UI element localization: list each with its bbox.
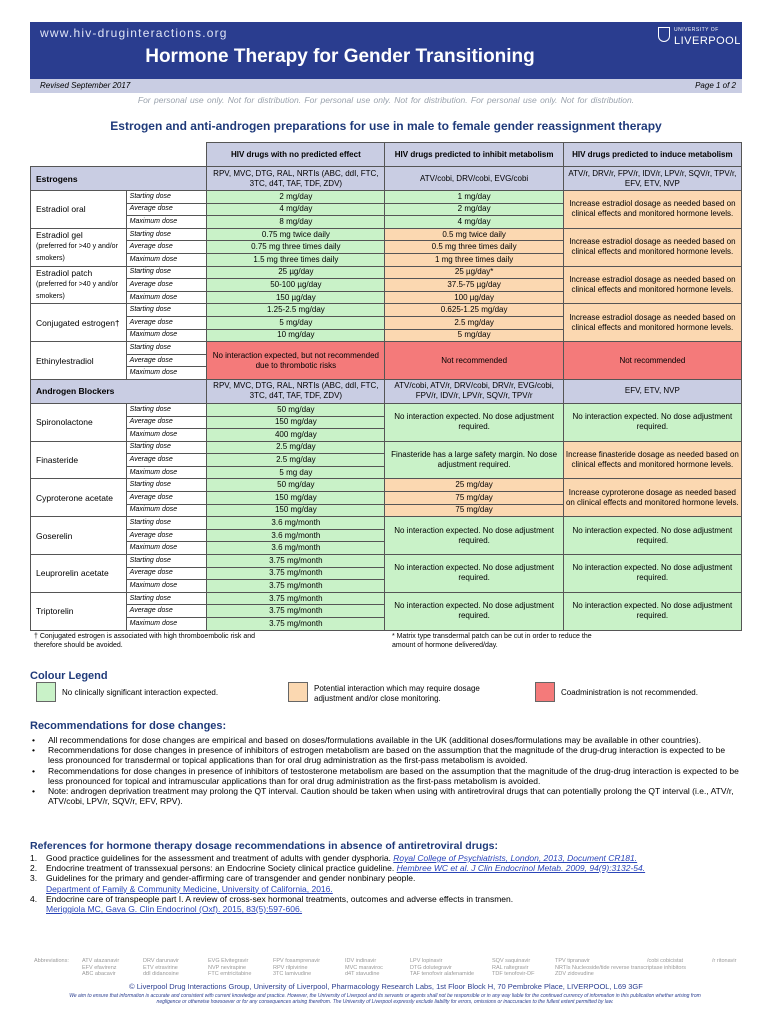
dose-cell: 75 mg/day [385,504,563,517]
site-url[interactable]: www.hiv-druginteractions.org [40,26,228,40]
advice-cell: No interaction expected. No dose adjustment required. [385,555,563,593]
list-item: 1. Good practice guidelines for the assessment and treatment of adults with gender dysphoria. Royal College of Psychiatrists, London, 2013, Document CR181. [30,853,638,863]
dose-cell: 150 mg/day [207,492,385,505]
ref-text: Endocrine treatment of transsexual persons: an Endocrine Society clinical practice guideline. [46,863,395,874]
dose-cell: 0.5 mg three times daily [385,241,563,254]
advice-cell: No interaction expected. No dose adjustment required. [563,555,741,593]
drug-conjugated-estrogen: Conjugated estrogen† [31,304,127,342]
dose-cell: 150 µg/day [207,291,385,304]
dose-type: Maximum dose [126,367,207,380]
list-item: • All recommendations for dose changes are empirical and based on doses/formulations available in the UK (additional doses/formulations may be available in other countries). [30,735,742,745]
dose-type: Maximum dose [126,429,207,442]
androgen-col3-drugs: EFV, ETV, NVP [563,379,741,403]
drug-note: (preferred for >40 y and/or smokers) [36,280,118,300]
dose-cell: 3.75 mg/month [207,618,385,631]
drug-finasteride: Finasteride [31,441,127,479]
ref-link[interactable]: Meriggiola MC, Gava G. Clin Endocrinol (Oxf). 2015, 83(5):597-606. [46,904,303,915]
dose-type: Starting dose [126,441,207,454]
dose-type: Maximum dose [126,504,207,517]
dose-cell: 2 mg/day [207,191,385,204]
recommendations-list [30,735,742,806]
dose-cell: 3.75 mg/month [207,592,385,605]
header-banner [30,22,742,79]
legend-red-text: Coadministration is not recommended. [561,688,698,697]
dose-cell: 5 mg/day [385,329,563,342]
drug-note: (preferred for >40 y and/or smokers) [36,243,118,263]
logo-top-text: UNIVERSITY OF [674,27,719,33]
table-subtitle: Estrogen and anti-androgen preparations for use in male to female gender reassignment therapy [110,119,662,133]
dose-cell: 25 µg/day* [385,266,563,279]
dose-cell: 1.25-2.5 mg/day [207,304,385,317]
abbr-col: ATV atazanavir EFV efavirenz ABC abacavir [82,958,120,977]
dose-type: Average dose [126,567,207,580]
dose-cell: 10 mg/day [207,329,385,342]
drug-estradiol-gel [31,228,127,266]
legend-swatch-red [535,682,555,702]
advice-cell: Not recommended [385,342,563,380]
ref-link[interactable]: Royal College of Psychiatrists, London, 2013, Document CR181. [393,853,638,863]
drug-estradiol-oral: Estradiol oral [31,191,127,229]
ref-text: Guidelines for the primary and gender-affirming care of transgender and gender nonbinary people. [46,873,416,884]
dose-type: Maximum dose [126,618,207,631]
page-number: Page 1 of 2 [695,81,736,90]
dose-cell: 3.75 mg/month [207,605,385,618]
dose-cell: 25 mg/day [385,479,563,492]
estrogen-col3-drugs: ATV/r, DRV/r, FPV/r, IDV/r, LPV/r, SQV/r, TPV/r, EFV, ETV, NVP [563,167,741,191]
advice-cell: Finasteride has a large safety margin. No dose adjustment required. [385,441,563,479]
dose-type: Maximum dose [126,466,207,479]
abbr-col: /r ritonavir [712,958,737,964]
dose-type: Starting dose [126,191,207,204]
drug-spironolactone: Spironolactone [31,403,127,441]
dose-cell: 4 mg/day [207,203,385,216]
dose-cell: 100 µg/day [385,291,563,304]
dose-type: Starting dose [126,555,207,568]
advice-cell: Increase estradiol dosage as needed based on clinical effects and monitored hormone levels. [563,304,741,342]
advice-cell: Increase estradiol dosage as needed based on clinical effects and monitored hormone levels. [563,228,741,266]
col-header-no-effect: HIV drugs with no predicted effect [207,143,385,167]
dose-type: Starting dose [126,228,207,241]
ref-text: Good practice guidelines for the assessment and treatment of adults with gender dysphoria. [46,853,391,863]
list-item: 3. Guidelines for the primary and gender-affirming care of transgender and gender nonbinary people. Department of Family & Community Medicine, University of California, 2016. [30,873,416,894]
dose-type: Maximum dose [126,253,207,266]
dose-type: Maximum dose [126,329,207,342]
crest-icon [658,27,670,42]
list-item: • Recommendations for dose changes in presence of inhibitors of testosterone metabolism are based on the assumption that the magnitude of the drug-drug interaction is expected to be less pronounced for topical and intramuscular applications than for oral drug administration as the first-pass metabolism is avoided. [30,766,742,786]
dose-cell: 50 mg/day [207,479,385,492]
dose-cell: 3.6 mg/month [207,542,385,555]
dose-cell: 50 mg/day [207,403,385,416]
dose-cell: 37.5-75 µg/day [385,279,563,292]
footnote-patch: * Matrix type transdermal patch can be cut in order to reduce the amount of hormone delivered/day. [392,633,592,649]
dose-type: Maximum dose [126,291,207,304]
page-title: Hormone Therapy for Gender Transitioning [145,46,535,67]
dose-cell: 5 mg day [207,466,385,479]
dose-type: Average dose [126,279,207,292]
dose-type: Average dose [126,454,207,467]
advice-cell: Increase finasteride dosage as needed based on clinical effects and monitored hormone levels. [563,441,741,479]
section-estrogens: Estrogens [31,167,207,191]
dose-cell: 5 mg/day [207,316,385,329]
section-androgen-blockers: Androgen Blockers [31,379,207,403]
dose-type: Average dose [126,203,207,216]
dose-cell: 8 mg/day [207,216,385,229]
references-list [30,853,742,914]
dose-cell: 3.75 mg/month [207,580,385,593]
blank-header [31,143,207,167]
abbr-col: EVG Elvitegravir NVP nevirapine FTC emtricitabine [208,958,252,977]
list-item: • Recommendations for dose changes in presence of inhibitors of estrogen metabolism are based on the assumption that the magnitude of the drug-drug interaction is expected to be less pronounced for transdermal or topical applications than for oral drug administration as the first-pass metabolism is avoided. [30,745,742,765]
references-title: References for hormone therapy dosage recommendations in absence of antiretroviral drugs: [30,840,498,852]
list-item: 2. Endocrine treatment of transsexual persons: an Endocrine Society clinical practice guideline. Hembree WC et al. J Clin Endocrinol Metab. 2009, 94(9):3132-54. [30,863,646,874]
advice-cell: No interaction expected. No dose adjustment required. [563,403,741,441]
dose-cell: 1 mg three times daily [385,253,563,266]
dose-type: Maximum dose [126,542,207,555]
dose-cell: 1.5 mg three times daily [207,253,385,266]
interaction-table [30,142,742,631]
dose-cell: 0.625-1.25 mg/day [385,304,563,317]
dose-type: Average dose [126,354,207,367]
dose-type: Average dose [126,605,207,618]
dose-cell: 3.6 mg/month [207,517,385,530]
dose-cell: 1 mg/day [385,191,563,204]
abbr-col: /cobi cobicistat [647,958,684,964]
list-item: • Note: androgen deprivation treatment may prolong the QT interval. Caution should be taken when using with antiretroviral drugs that can potentially prolong the QT interval (i.e., ATV/r, ATV/cobi, LPV/r, SQV/r, EFV, RPV). [30,786,742,806]
dose-type: Average dose [126,529,207,542]
abbr-col: FPV fosamprenavir RPV rilpivirine 3TC lamivudine [273,958,321,977]
dose-type: Maximum dose [126,216,207,229]
advice-cell: Increase estradiol dosage as needed based on clinical effects and monitored hormone levels. [563,191,741,229]
disclaimer: We aim to ensure that information is accurate and consistent with current knowledge and practice. However, the University of Liverpool and its servants or agents shall not be responsible or in any way liable for the continued currency of information in this publication whether arising from negligence or otherwise howsoever or for any consequences arising therefrom. The University of Liverpool expressly exclude liability for errors, omissions or inaccuracies to the fullest extent permitted by law. [69,993,701,1005]
dose-cell: 2.5 mg/day [207,454,385,467]
dose-cell: 0.75 mg twice daily [207,228,385,241]
advice-cell: No interaction expected. No dose adjustment required. [385,592,563,630]
list-item: 4. Endocrine care of transpeople part I. A review of cross-sex hormonal treatments, outcomes and adverse effects in transmen. Meriggiola MC, Gava G. Clin Endocrinol (Oxf). 2015, 83(5):597-606. [30,893,514,915]
dose-type: Average dose [126,316,207,329]
dose-type: Maximum dose [126,580,207,593]
dose-cell: 50-100 µg/day [207,279,385,292]
drug-name: Estradiol gel [36,230,83,241]
dose-cell: 2.5 mg/day [207,441,385,454]
dose-cell: 3.75 mg/month [207,567,385,580]
legend-swatch-green [36,682,56,702]
footnote-conjugated: † Conjugated estrogen is associated with high thromboembolic risk and therefore should be avoided. [34,633,256,649]
advice-cell: No interaction expected. No dose adjustment required. [563,592,741,630]
legend-title: Colour Legend [30,670,108,682]
dose-cell: 4 mg/day [385,216,563,229]
university-logo [658,26,741,48]
advice-cell: No interaction expected, but not recommended due to thrombotic risks [207,342,385,380]
dose-cell: 150 mg/day [207,504,385,517]
dose-type: Average dose [126,492,207,505]
dose-type: Starting dose [126,342,207,355]
advice-cell: No interaction expected. No dose adjustment required. [385,517,563,555]
dose-type: Starting dose [126,403,207,416]
legend-green-text: No clinically significant interaction expected. [62,688,219,697]
abbr-col: IDV indinavir MVC maraviroc d4T stavudine [345,958,383,977]
legend-swatch-orange [288,682,308,702]
estrogen-col2-drugs: ATV/cobi, DRV/cobi, EVG/cobi [385,167,563,191]
advice-cell: No interaction expected. No dose adjustment required. [563,517,741,555]
dose-cell: 0.5 mg twice daily [385,228,563,241]
ref-link[interactable]: Hembree WC et al. J Clin Endocrinol Metab. 2009, 94(9):3132-54. [396,863,646,874]
recommendations-title: Recommendations for dose changes: [30,720,227,732]
androgen-col1-drugs: RPV, MVC, DTG, RAL, NRTIs (ABC, ddI, FTC, 3TC, d4T, TAF, TDF, ZDV) [207,379,385,403]
revised-date: Revised September 2017 [40,81,131,90]
advice-cell: Increase estradiol dosage as needed based on clinical effects and monitored hormone levels. [563,266,741,304]
abbr-col: DRV darunavir ETV etravirine ddI didanosine [143,958,179,977]
dose-cell: 150 mg/day [207,416,385,429]
drug-ethinylestradiol: Ethinylestradiol [31,342,127,380]
drug-triptorelin: Triptorelin [31,592,127,630]
dose-cell: 2.5 mg/day [385,316,563,329]
legend-orange-text: Potential interaction which may require dosage adjustment and/or close monitoring. [314,684,480,703]
dose-cell: 3.75 mg/month [207,555,385,568]
dose-type: Starting dose [126,479,207,492]
advice-cell: No interaction expected. No dose adjustment required. [385,403,563,441]
dose-cell: 75 mg/day [385,492,563,505]
dose-cell: 400 mg/day [207,429,385,442]
abbr-col: TPV tipranavir NRTIs Nucleoside/tide reverse transcriptase inhibitors ZDV zidovudine [555,958,687,977]
copyright-footer: © Liverpool Drug Interactions Group, University of Liverpool, Pharmacology Research Labs, 1st Floor Block H, 70 Pembroke Place, LIVERPOOL, L69 3GF [129,982,643,991]
dose-cell: 2 mg/day [385,203,563,216]
dose-cell: 3.6 mg/month [207,529,385,542]
abbr-col: LPV lopinavir DTG dolutegravir TAF tenofovir alafenamide [410,958,475,977]
dose-type: Starting dose [126,517,207,530]
col-header-induce: HIV drugs predicted to induce metabolism [563,143,741,167]
ref-text: Endocrine care of transpeople part I. A review of cross-sex hormonal treatments, outcomes and adverse effects in transmen. [46,893,514,904]
estrogen-col1-drugs: RPV, MVC, DTG, RAL, NRTIs (ABC, ddI, FTC, 3TC, d4T, TAF, TDF, ZDV) [207,167,385,191]
advice-cell: Not recommended [563,342,741,380]
dose-type: Average dose [126,241,207,254]
logo-main-text: LIVERPOOL [674,35,741,47]
drug-goserelin: Goserelin [31,517,127,555]
distribution-notice: For personal use only. Not for distribution. For personal use only. Not for distribution. For personal use only. Not for distribution. [137,95,635,105]
dose-cell: 0.75 mg three times daily [207,241,385,254]
drug-cyproterone: Cyproterone acetate [31,479,127,517]
drug-name: Estradiol patch [36,267,93,278]
dose-type: Starting dose [126,304,207,317]
dose-type: Starting dose [126,266,207,279]
col-header-inhibit: HIV drugs predicted to inhibit metabolism [385,143,563,167]
dose-type: Average dose [126,416,207,429]
advice-cell: Increase cyproterone dosage as needed based on clinical effects and monitored hormone levels. [563,479,741,517]
androgen-col2-drugs: ATV/cobi, ATV/r, DRV/cobi, DRV/r, EVG/cobi, FPV/r, IDV/r, LPV/r, SQV/r, TPV/r [385,379,563,403]
dose-type: Starting dose [126,592,207,605]
revision-bar [30,79,742,93]
drug-leuprorelin: Leuprorelin acetate [31,555,127,593]
dose-cell: 25 µg/day [207,266,385,279]
abbr-label: Abbreviations: [34,958,69,964]
ref-link[interactable]: Department of Family & Community Medicine, University of California, 2016. [46,883,333,894]
abbr-col: SQV saquinavir RAL raltegravir TDF tenofovir-DF [492,958,535,977]
drug-estradiol-patch [31,266,127,304]
